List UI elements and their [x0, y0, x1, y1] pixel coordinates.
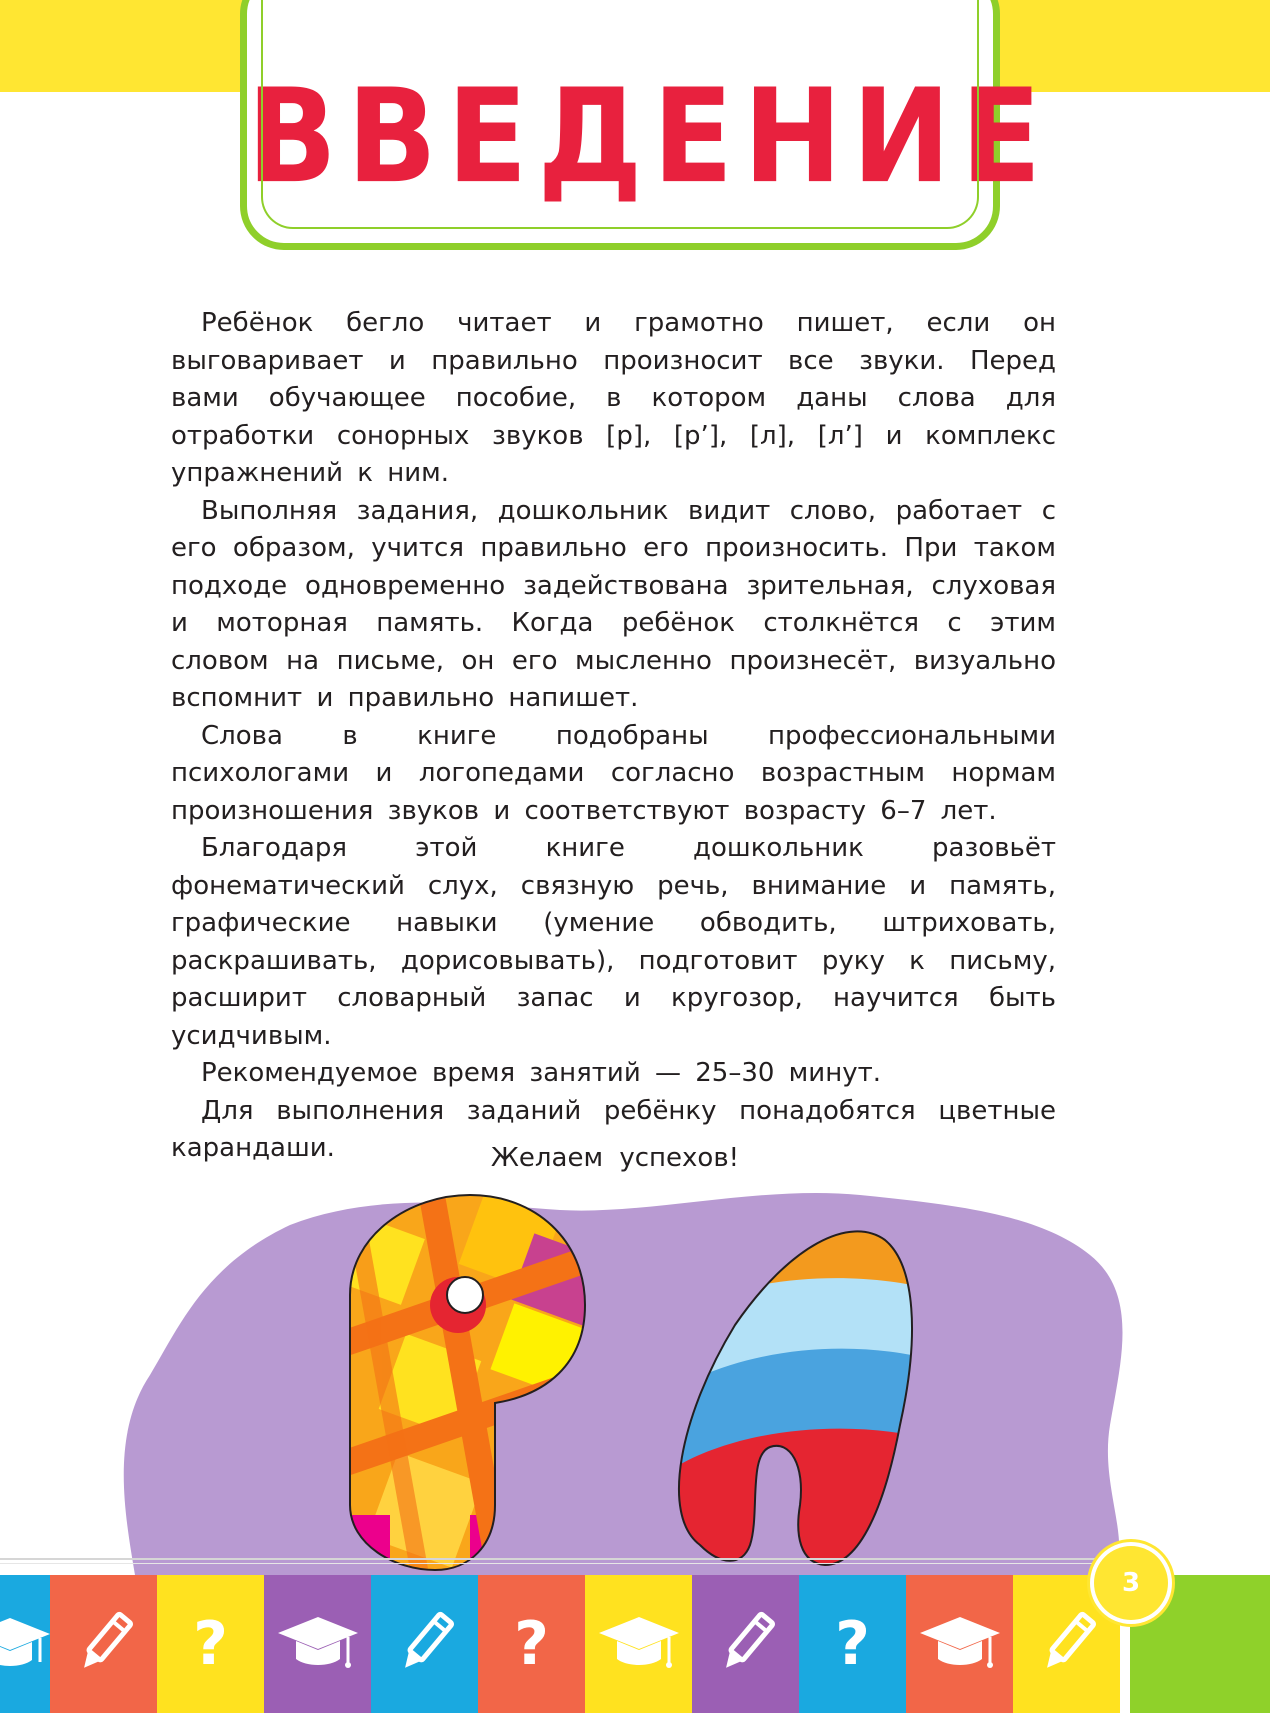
page-number: 3 [1121, 1568, 1141, 1598]
question-mark-icon: ? [835, 1609, 870, 1679]
tile-pencil-3 [692, 1575, 799, 1713]
pencil-icon [74, 1609, 134, 1679]
graduation-cap-icon [920, 1609, 1000, 1679]
graduation-cap-icon [278, 1609, 358, 1679]
tile-question-1 [157, 1575, 264, 1713]
tile-question-2 [478, 1575, 585, 1713]
farewell-text: Желаем успехов! [490, 1143, 740, 1173]
tile-pencil-2 [371, 1575, 478, 1713]
pencil-icon [395, 1609, 455, 1679]
paragraph-4: Благодаря этой книге дошкольник разовьёт фонематический слух, связную речь, внимание и память, графические навыки (умение обводить, штриховать, раскрашивать, дорисовывать), подготовит руку к письму, расширит словарный запас и кругозор, научится быть усидчивым. [171, 833, 1056, 1051]
tile-cap-1 [0, 1575, 50, 1713]
page-title: ВВЕДЕНИЕ [247, 60, 1052, 212]
graduation-cap-icon [0, 1604, 50, 1684]
footer-divider-thin [0, 1563, 1130, 1564]
paragraph-5: Рекомендуемое время занятий — 25–30 минут. [201, 1058, 881, 1088]
paragraph-6: Для выполнения заданий ребёнку понадобятся цветные карандаши. [171, 1095, 1056, 1163]
paragraph-1: Ребёнок бегло читает и грамотно пишет, если он выговаривает и правильно произносит все звуки. Перед вами обучающее пособие, в котором даны слова для отработки сонорных звуков [р], [р’], [л], [л’] и комплекс упражнений к ним. [171, 308, 1056, 488]
tile-pencil-1 [50, 1575, 157, 1713]
tile-cap-4 [906, 1575, 1013, 1713]
letters-illustration [0, 1185, 1270, 1575]
paragraph-3: Слова в книге подобраны профессиональными психологами и логопедами согласно возрастным нормам произношения звуков и соответствуют возрасту 6–7 лет. [171, 720, 1056, 826]
title-card [240, 0, 1052, 250]
pencil-icon [1037, 1609, 1097, 1679]
tile-cap-3 [585, 1575, 692, 1713]
page-number-badge [1094, 1546, 1168, 1620]
question-mark-icon: ? [514, 1609, 549, 1679]
tile-question-3 [799, 1575, 906, 1713]
tile-cap-2 [264, 1575, 371, 1713]
purple-blob [124, 1193, 1123, 1575]
graduation-cap-icon [599, 1609, 679, 1679]
question-mark-icon: ? [193, 1609, 228, 1679]
pencil-icon [716, 1609, 776, 1679]
paragraph-2: Выполняя задания, дошкольник видит слово, работает с его образом, учится правильно его произносить. При таком подходе одновременно задействована зрительная, слуховая и моторная память. Когда ребёнок столкнётся с этим словом на письме, он его мысленно произнесёт, визуально вспомнит и правильно напишет. [171, 495, 1056, 713]
footer-tile-strip [0, 1575, 1270, 1713]
intro-text [171, 305, 1056, 1168]
footer-divider [0, 1558, 1130, 1560]
